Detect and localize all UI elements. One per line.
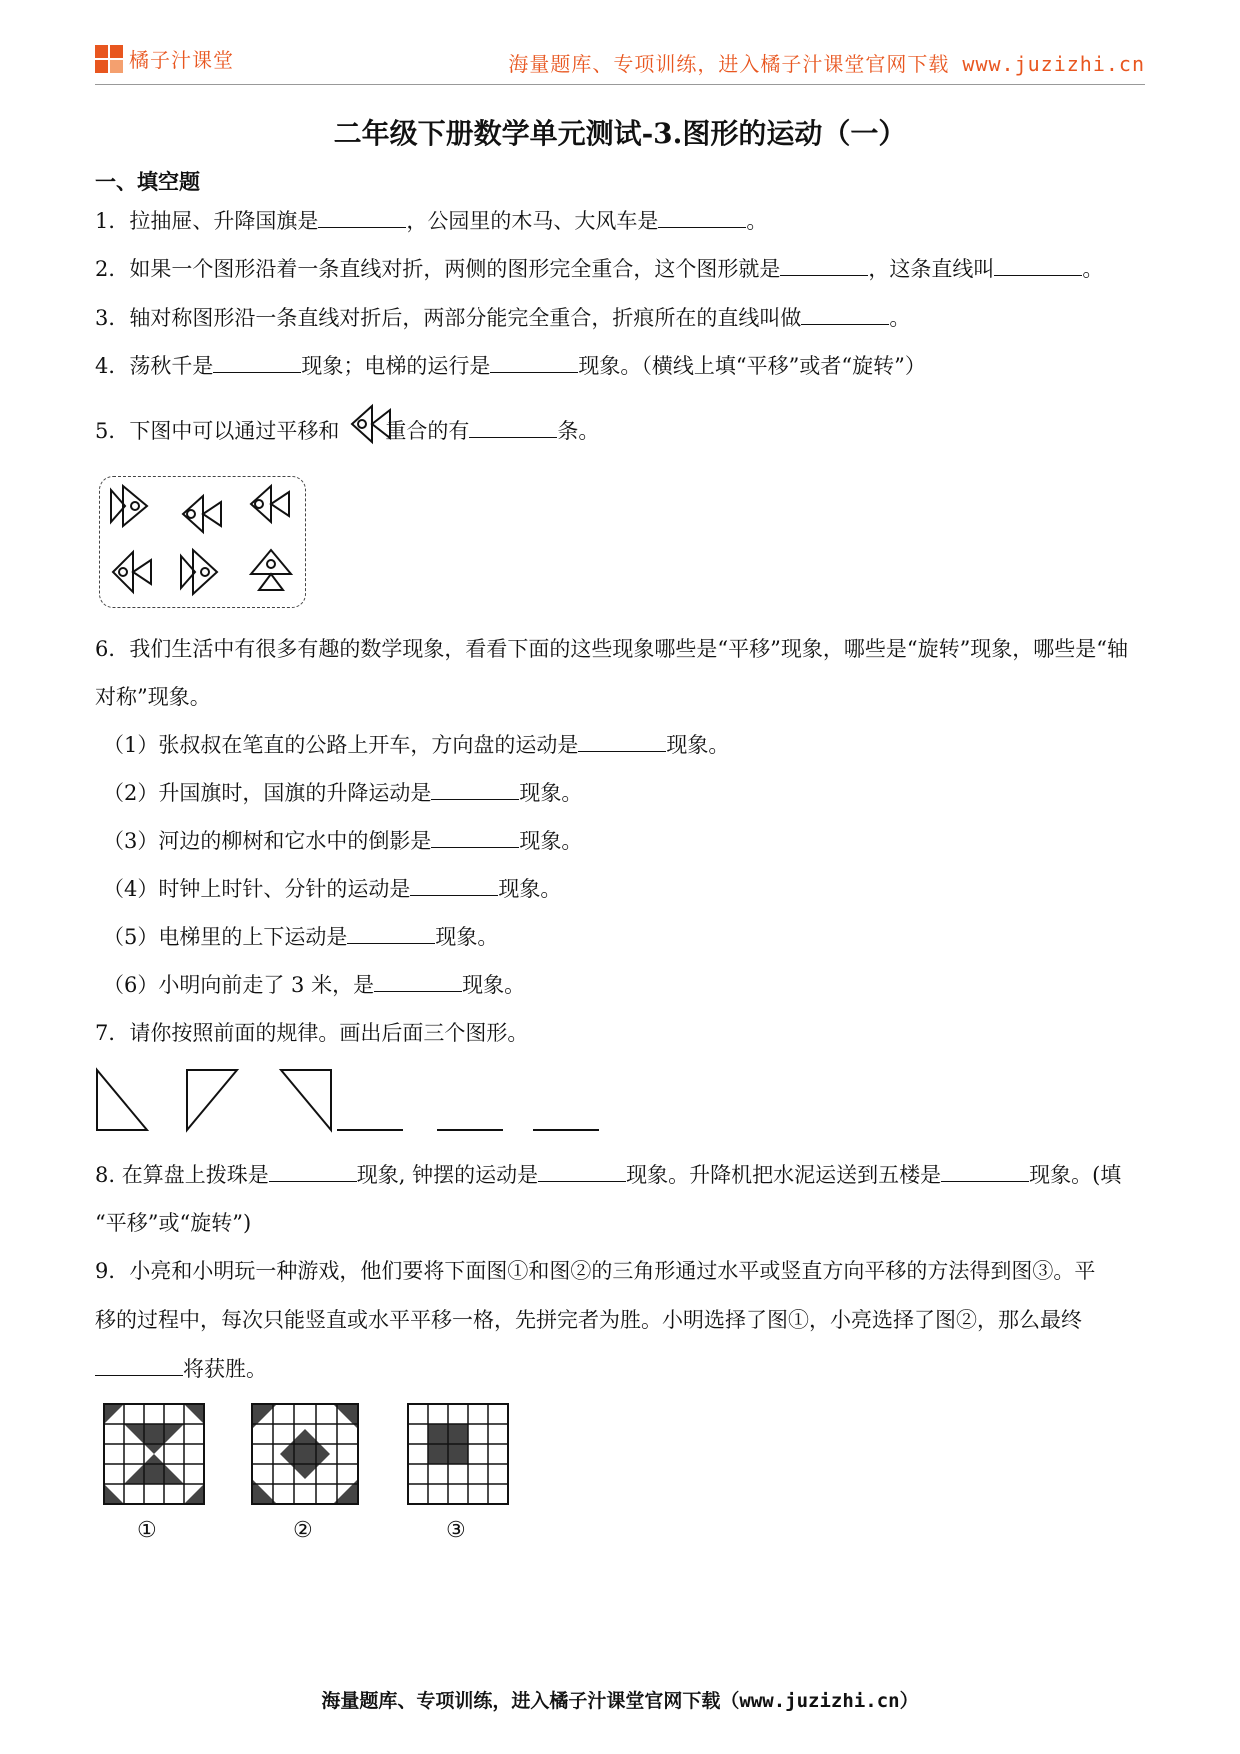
- answer-blank[interactable]: [410, 875, 498, 896]
- question-1: 1．拉抽屉、升降国旗是 ，公园里的木马、大风车是 。: [95, 209, 768, 233]
- figure-caption-2: ②: [293, 1518, 313, 1543]
- answer-blank[interactable]: [780, 255, 868, 276]
- answer-blank[interactable]: [578, 731, 666, 752]
- question-8: 8. 在算盘上拨珠是 现象, 钟摆的运动是 现象。升降机把水泥运送到五楼是 现象。(填: [95, 1163, 1122, 1187]
- section-heading: 一、填空题: [95, 169, 200, 194]
- answer-blank[interactable]: [347, 923, 435, 944]
- fish-figures: [99, 476, 304, 606]
- triangle-2: [187, 1070, 237, 1130]
- answer-blank[interactable]: [374, 971, 462, 992]
- page-title: 二年级下册数学单元测试-3.图形的运动（一）: [333, 117, 907, 150]
- question-7: 7．请你按照前面的规律。画出后面三个图形。: [95, 1021, 529, 1045]
- question-3: 3．轴对称图形沿一条直线对折后，两部分能完全重合，折痕所在的直线叫做 。: [95, 306, 911, 330]
- fish-icon: [113, 552, 151, 592]
- fish-icon: [251, 550, 291, 590]
- answer-blank[interactable]: [941, 1161, 1029, 1182]
- triangle-1: [97, 1070, 147, 1130]
- grid-figure-2: [252, 1404, 358, 1504]
- question-2: 2．如果一个图形沿着一条直线对折，两侧的图形完全重合，这个图形就是 ，这条直线叫 。: [95, 257, 1104, 281]
- answer-blank[interactable]: [431, 827, 519, 848]
- answer-blank[interactable]: [469, 417, 557, 438]
- question-6-cont: 对称”现象。: [95, 685, 211, 709]
- figure-caption-3: ③: [446, 1518, 466, 1543]
- answer-blank[interactable]: [994, 255, 1082, 276]
- answer-blank[interactable]: [269, 1161, 357, 1182]
- question-6-item: （5）电梯里的上下运动是 现象。: [103, 925, 499, 949]
- answer-blank[interactable]: [658, 207, 746, 228]
- question-9: 9．小亮和小明玩一种游戏，他们要将下面图①和图②的三角形通过水平或竖直方向平移的方法得到图③。平: [95, 1259, 1096, 1283]
- question-6-item: （2）升国旗时，国旗的升降运动是 现象。: [103, 781, 583, 805]
- fish-reference-icon: [348, 400, 396, 448]
- triangle-3: [281, 1070, 331, 1130]
- question-6: 6．我们生活中有很多有趣的数学现象，看看下面的这些现象哪些是“平移”现象，哪些是“旋转”现象，哪些是“轴: [95, 637, 1129, 661]
- answer-blank[interactable]: [318, 207, 406, 228]
- answer-blank[interactable]: [213, 352, 301, 373]
- fish-icon: [181, 550, 217, 594]
- page-header: [95, 40, 1145, 85]
- triangle-pattern: [95, 1068, 615, 1134]
- question-9-cont: 移的过程中，每次只能竖直或水平平移一格，先拼完者为胜。小明选择了图①，小亮选择了图②，那么最终: [95, 1308, 1082, 1332]
- question-4: 4．荡秋千是 现象；电梯的运行是 现象。（横线上填“平移”或者“旋转”）: [95, 354, 926, 378]
- fish-icon: [183, 496, 221, 532]
- logo-text: 橘子汁课堂: [129, 48, 234, 72]
- answer-blank[interactable]: [95, 1355, 183, 1376]
- fish-icon: [251, 486, 289, 522]
- question-6-item: （6）小明向前走了 3 米，是 现象。: [103, 973, 526, 997]
- logo-icon: [95, 45, 123, 73]
- fish-icon: [111, 486, 147, 526]
- logo: [95, 44, 234, 73]
- question-6-item: （1）张叔叔在笔直的公路上开车，方向盘的运动是 现象。: [103, 733, 730, 757]
- answer-blank[interactable]: [490, 352, 578, 373]
- figure-caption-1: ①: [137, 1518, 157, 1543]
- grid-figure-3: [408, 1404, 508, 1504]
- question-6-item: （4）时钟上时针、分针的运动是 现象。: [103, 877, 562, 901]
- answer-blank[interactable]: [801, 304, 889, 325]
- question-9-cont: 将获胜。: [95, 1354, 267, 1384]
- header-slogan: 海量题库、专项训练，进入橘子汁课堂官网下载 www.juzizhi.cn: [508, 52, 1145, 76]
- question-8-cont: “平移”或“旋转”): [95, 1211, 252, 1235]
- answer-blank[interactable]: [431, 779, 519, 800]
- question-6-item: （3）河边的柳树和它水中的倒影是 现象。: [103, 829, 583, 853]
- grid-figure-1: [104, 1404, 204, 1504]
- page-footer: 海量题库、专项训练，进入橘子汁课堂官网下载（www.juzizhi.cn）: [321, 1690, 919, 1712]
- question-5: 5．下图中可以通过平移和 重合的有 条。: [95, 419, 600, 443]
- answer-blank[interactable]: [538, 1161, 626, 1182]
